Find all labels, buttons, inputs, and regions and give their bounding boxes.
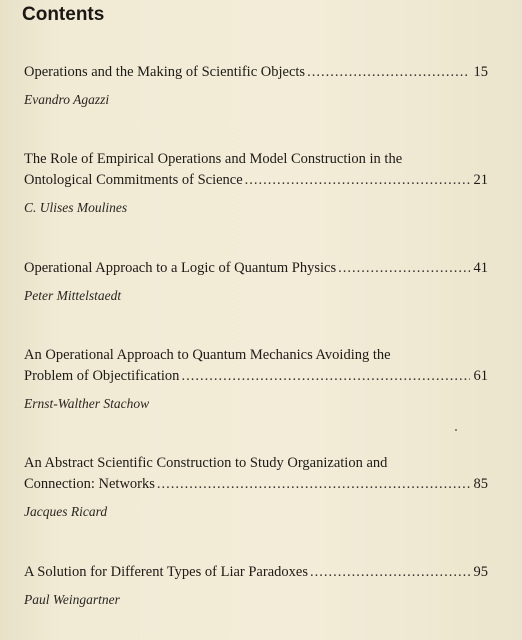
toc-page-number: 85: [473, 476, 488, 492]
dot-leader: [157, 474, 470, 495]
toc-entry: [24, 258, 488, 304]
contents-heading: Contents: [22, 4, 105, 25]
dot-leader: [181, 366, 469, 387]
toc-author: C. Ulises Moulines: [24, 200, 128, 215]
dot-leader: [338, 258, 469, 279]
dot-leader: [307, 62, 469, 83]
toc-title-line: An Operational Approach to Quantum Mechanics Avoiding the: [24, 347, 391, 363]
toc-title-line: [24, 366, 488, 387]
toc-title-line: [24, 62, 488, 83]
toc-author: Paul Weingartner: [24, 592, 120, 607]
toc-author: Peter Mittelstaedt: [24, 288, 122, 303]
dot-leader: [310, 562, 470, 583]
toc-title-line: [24, 474, 488, 495]
toc-author: Jacques Ricard: [24, 504, 108, 519]
toc-title-line: An Abstract Scientific Construction to Study Organization and: [24, 455, 388, 471]
toc-page-number: 61: [473, 368, 488, 384]
toc-entry: [24, 62, 488, 108]
toc-title-line: [24, 258, 488, 279]
toc-page-number: 21: [473, 172, 488, 188]
toc-entry: [24, 453, 488, 520]
toc-entry: [24, 562, 488, 608]
toc-entry: [24, 345, 488, 412]
toc-author: Evandro Agazzi: [24, 92, 110, 107]
toc-entry: [24, 149, 488, 216]
toc-title: Connection: Networks: [24, 476, 155, 492]
toc-page-number: 95: [473, 564, 488, 580]
toc-title: A Solution for Different Types of Liar Paradoxes: [24, 564, 308, 580]
toc-page-number: 15: [473, 64, 488, 80]
toc-title-line: [24, 170, 488, 191]
toc-title-line: The Role of Empirical Operations and Model Construction in the: [24, 151, 403, 167]
toc-title: Operations and the Making of Scientific Objects: [24, 64, 306, 80]
dot-leader: [245, 170, 470, 191]
toc-page-number: 41: [473, 260, 488, 276]
toc-title-line: [24, 562, 488, 583]
toc-title: Problem of Objectification: [24, 368, 180, 384]
toc-title: Operational Approach to a Logic of Quantum Physics: [24, 260, 337, 276]
paper-speck: [455, 429, 457, 431]
toc-author: Ernst-Walther Stachow: [24, 396, 150, 411]
toc-title: Ontological Commitments of Science: [24, 172, 243, 188]
